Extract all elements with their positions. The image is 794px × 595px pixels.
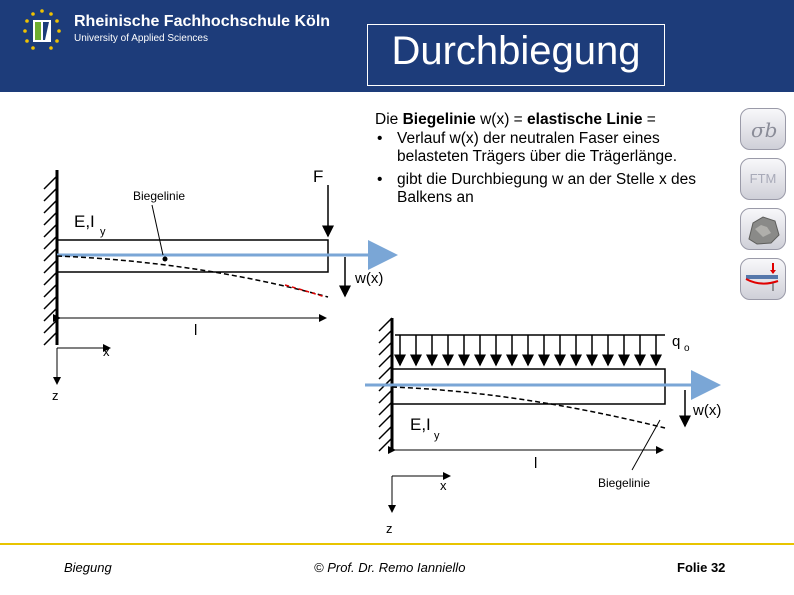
term-elastische-linie: elastische Linie [527,111,643,128]
length-label: l [534,455,538,472]
term-biegelinie: Biegelinie [402,111,476,128]
university-name: Rheinische Fachhochschule Köln [74,13,331,30]
z-label: z [386,521,393,536]
load-subscript: o [684,343,690,354]
deflection-label: w(x) [355,270,384,287]
stiffness-label: E,I [74,212,95,231]
z-label: z [52,388,59,403]
wall-hatching [44,176,57,345]
cantilever-distributed-load-diagram [365,318,721,536]
footer-divider [0,543,794,545]
bullet-dot: • [377,130,383,147]
intro-line: Die Biegelinie w(x) = elastische Linie = [375,111,656,128]
leader-line [632,420,660,470]
cantilever-point-load-diagram [44,167,395,403]
curve-point [163,257,168,262]
deflection-curve [392,387,665,428]
footer-author: © Prof. Dr. Remo Ianniello [314,560,466,575]
deflection-curve [57,256,328,297]
slide-title: Durchbiegung [391,29,641,73]
deflection-label: w(x) [693,402,722,419]
footer-slide-number: Folie 32 [677,560,726,575]
load-label: q [672,333,681,350]
length-label: l [194,322,198,339]
biegelinie-label: Biegelinie [598,476,651,490]
ftm-label: FTM [749,171,777,186]
x-label: x [440,478,447,493]
university-subtitle: University of Applied Sciences [74,33,208,44]
biegelinie-label: Biegelinie [133,189,186,203]
bullet-text: gibt die Durchbiegung w an der Stelle x des Balkens an [397,171,696,206]
stiffness-label: E,I [410,415,431,434]
x-label: x [103,344,110,359]
bullet-text: Verlauf w(x) der neutralen Faser eines belasteten Trägers über die Trägerlänge. [397,130,678,165]
leader-line [152,205,163,255]
bullet-dot: • [377,171,383,188]
sigma-icon: σb [751,118,778,142]
stiffness-subscript: y [100,226,106,238]
force-label: F [313,167,324,186]
footer-topic: Biegung [64,560,112,575]
stiffness-subscript: y [434,430,440,442]
distributed-load-arrows [400,335,656,365]
